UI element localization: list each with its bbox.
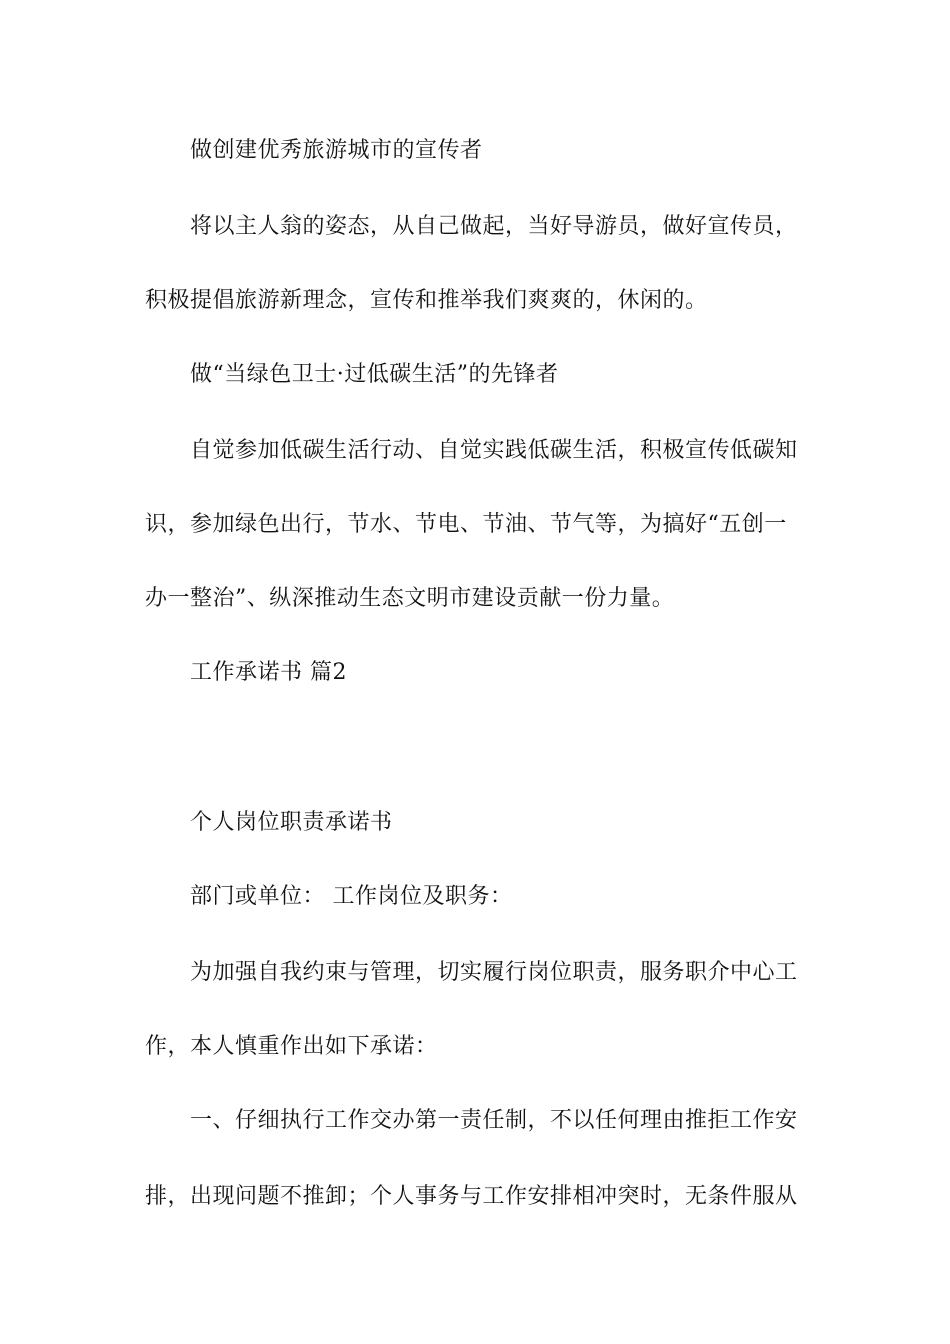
section-heading-tourism-promoter: 做创建优秀旅游城市的宣传者 bbox=[190, 138, 483, 163]
paragraph-line: 将以主人翁的姿态，从自己做起，当好导游员，做好宣传员， bbox=[190, 214, 798, 239]
paragraph-line: 作，本人慎重作出如下承诺： bbox=[145, 1034, 438, 1059]
paragraph-line: 积极提倡旅游新理念，宣传和推举我们爽爽的，休闲的。 bbox=[145, 288, 708, 313]
chapter-title: 工作承诺书 篇2 bbox=[190, 660, 347, 685]
section-heading-low-carbon: 做“当绿色卫士·过低碳生活”的先锋者 bbox=[190, 362, 559, 387]
paragraph-line: 识，参加绿色出行，节水、节电、节油、节气等，为搞好“五创一 bbox=[145, 512, 787, 537]
paragraph-line: 为加强自我约束与管理，切实履行岗位职责，服务职介中心工 bbox=[190, 960, 798, 985]
paragraph-line: 办一整治”、纵深推动生态文明市建设贡献一份力量。 bbox=[145, 586, 675, 611]
paragraph-line: 一、仔细执行工作交办第一责任制，不以任何理由推拒工作安 bbox=[190, 1108, 798, 1133]
paragraph-line: 自觉参加低碳生活行动、自觉实践低碳生活，积极宣传低碳知 bbox=[190, 438, 798, 463]
paragraph-line: 排，出现问题不推卸；个人事务与工作安排相冲突时，无条件服从 bbox=[145, 1184, 798, 1209]
department-position-fields: 部门或单位： 工作岗位及职务： bbox=[190, 884, 513, 909]
document-title: 个人岗位职责承诺书 bbox=[190, 810, 393, 835]
